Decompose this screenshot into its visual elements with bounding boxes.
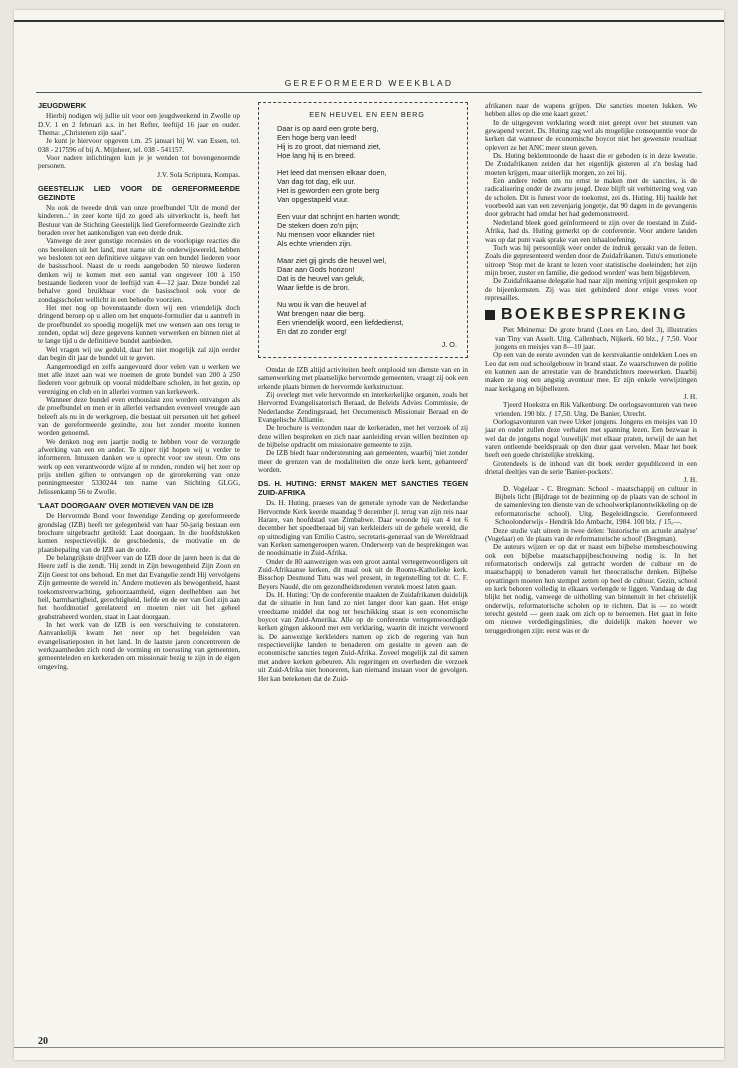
article-heading: DS. H. HUTING: ERNST MAKEN MET SANCTIES TEGEN ZUID-AFRIKA bbox=[258, 479, 468, 497]
article-paragraph: Het met nog op bovenstaande doen wij een vriendelijk doch dringend beroep op u allen om het enquete-formulier dat u aantreft in de proefbundel zo spoedig mogelijk met uw wensen aan ons terug te zenden, opdat wij deze gegevens kunnen verwerken en binnen niet al te lange tijd u de definitieve bundel aanbieden. bbox=[38, 304, 240, 346]
article-paragraph: Nu ook de tweede druk van onze proefbundel 'Uit de mond der kinderen...' in zeer korte tijd zo goed als uitverkocht is, heeft het Bestuur van de Stichting Geestelijk lied Gereformeerde Gezindte zich beraden over het aankondigen van een derde druk. bbox=[38, 203, 240, 237]
column-3-articles bbox=[485, 102, 697, 302]
article-paragraph: In het werk van de IZB is een verschuiving te constateren. Aanvankelijk kwam het neer op het begeleiden van evangelisatieposten in het land. In de laatste jaren concentreren de werkzaamheden zich rond de vorming en toerusting van gemeenten, gemeenteleden en kerkeraden om missionair bezig te zijn in de eigen omgeving. bbox=[38, 620, 240, 671]
article-paragraph: De brochure is verzonden naar de kerkeraden, met het verzoek of zij deze willen bespreken en zich naar aanleiding ervan willen bezinnen op de bijbelse opdracht om missionaire gemeente te zijn. bbox=[258, 424, 468, 450]
article-signature: J.V. Sola Scriptura, Kompas. bbox=[157, 170, 240, 179]
poem-title: EEN HEUVEL EN EEN BERG bbox=[309, 110, 425, 119]
review-paragraph: De auteurs wijzen er op dat er naast een bijbelse mensbeschouwing ook een bijbelse maatschappijbeschouwing nodig is. In het reformatorisch onderwijs zal getracht worden de cultuur en de maatschappij te benaderen vanuit het theocratische denken. Bijbelse opvattingen moeten hun stempel zetten op heel de cultuur. Gezin, school en kerk behoren volledig in elkaars verlengde te liggen. Vandaag de dag blijkt het nodig, vanwege de uitholling van binnenuit in het christelijk onderwijs, reformatorische scholen op te richten. Dat is — zo wordt terecht gesteld — geen zaak om zich op te beroemen. Het gaat in feite om nieuwe verdedigingslinies, die duidelijk maken hoever we teruggedrongen zijn: eerst was er de bbox=[485, 543, 697, 635]
poem-stanza bbox=[277, 168, 457, 204]
article-paragraph: De IZB biedt haar ondersteuning aan gemeenten, waarbij 'niet zonder meer de grenzen van de modaliteiten die onze kerk kent, gehanteerd' worden. bbox=[258, 449, 468, 475]
book-citation: Tjeerd Hoekstra en Rik Valkenburg: De oorlogsavonturen van twee vrienden. 190 blz. ƒ 17,50. Uitg. De Banier, Utrecht. bbox=[495, 401, 697, 418]
poem-line: Nu wou ik van die heuvel af bbox=[277, 300, 367, 309]
poem-line: Maar ziet gij ginds die heuvel wel, bbox=[277, 256, 387, 265]
top-border bbox=[14, 20, 724, 22]
poem-line: Als echte vrienden zijn. bbox=[277, 239, 353, 248]
poem-line: Een vuur dat schrijnt en harten wondt; bbox=[277, 212, 400, 221]
column-1 bbox=[38, 102, 240, 671]
article-paragraph: Nederland bleek goed geïnformeerd te zijn over de toestand in Zuid-Afrika, had ds. Huting gemerkt op de conferentie. Voor andere landen was op dat punt vaak sprake van een inhaaloefening. bbox=[485, 218, 697, 244]
page-header: GEREFORMEERD WEEKBLAD bbox=[284, 78, 454, 88]
article-paragraph: Hierbij nodigen wij jullie uit voor een jeugdweekend in Zwolle op D.V. 1 en 2 februari a.s. in het Refter, leeftijd 16 jaar en ouder. Thema: „Christenen zijn saai". bbox=[38, 112, 240, 138]
article-heading: 'LAAT DOORGAAN' OVER MOTIEVEN VAN DE IZB bbox=[38, 501, 214, 510]
article-paragraph: Aangemoedigd en zelfs aangevuurd door velen van u werken we met alle inzet aan wat we noemen de grote bundel van 200 à 250 liederen voor gebruik op vooral middelbare scholen, in het gezin, op vereniging en club en in allerlei vormen van kerkewerk. bbox=[38, 362, 240, 396]
poem-line: Het is geworden een grote berg bbox=[277, 186, 380, 195]
poem-stanza bbox=[277, 124, 457, 160]
review-signature: J. H. bbox=[683, 476, 697, 485]
poem-box bbox=[258, 102, 468, 358]
review-signature: J. H. bbox=[683, 393, 697, 401]
poem-line: De steken doen zo'n pijn; bbox=[277, 221, 359, 230]
poem-line: Van opgestapeld vuur. bbox=[277, 195, 350, 204]
article-paragraph: Vanwege de zeer gunstige recensies en de voorlopige reacties die ons bereikten uit het land, met name uit de onderwijswereld, hebben we besloten tot een definitieve uitgave van een bundel liederen voor de basisschool. Naast de u reeds aangeboden 50 nieuwe liederen denken wij te komen met een aantal van ongeveer 100 à 150 bestaande liederen voor de leeftijd van 4—12 jaar. Deze bundel zal behalve goed bruikbaar voor de basisschool ook voor de zondagsscholen wellicht in een behoefte voorzien. bbox=[38, 237, 240, 304]
article-paragraph: Voor nadere inlichtingen kun je je wenden tot bovengenoemde personen. bbox=[38, 154, 240, 171]
article-paragraph: Zij overlegt met vele hervormde en interkerkelijke organen, zoals het Hervormd Evangelisatorisch Beraad, de Beleids Advies Commissie, de Nederlandse Zendingsraad, het Oecumenisch Missionair Beraad en de Evangelische Alliantie. bbox=[258, 391, 468, 425]
book-reviews bbox=[485, 326, 697, 635]
poem-line: Wat brengen naar die berg. bbox=[277, 309, 366, 318]
article-paragraph: Wanneer deze bundel even enthousiast zou worden ontvangen als de proefbundel en men er in allerlei verbanden evenveel vreugde aan beleeft als nu in de werkgroep, die bestaat uit personen uit het geheel van de gereformeerde gezindte, zou het zonder moeite kunnen worden genoemd. bbox=[38, 395, 240, 438]
article-paragraph: De Hervormde Bond voor Inwendige Zending op gereformeerde grondslag (IZB) heeft ter gelegenheid van haar 50-jarig bestaan een brochure uitgebracht getiteld: Laat doorgaan. In die hoofdstukken komen respectievelijk de geschiedenis, de motivatie en de plaatsbepaling van de IZB aan de orde. bbox=[38, 512, 240, 554]
poem-stanza bbox=[277, 256, 457, 292]
column-2-articles bbox=[258, 366, 468, 683]
book-review-title: BOEKBESPREKING bbox=[501, 306, 689, 324]
article-paragraph: Ds. H. Huting, praeses van de generale synode van de Nederlandse Hervormde Kerk keerde maandag 9 december jl. terug van zijn reis naar Harare, van hoofdstad van Zimbabwe. Daar woonde hij van 4 tot 6 december het spoedberaad bij van kerkleiders uit de gehele wereld, die op uitnodiging van Emilio Castro, secretaris-generaal van de Wereldraad van Kerken samengeroepen waren. Onderwerp van de besprekingen was de noodsituatie in Zuid-Afrika. bbox=[258, 499, 468, 558]
poem-line: Hoe lang hij is en breed. bbox=[277, 151, 356, 160]
article-paragraph: De belangrijkste drijfveer van de IZB door de jaren heen is dat de Heere zelf is die zendt. 'Hij zendt in Zijn bewogenheid Zijn Zoon en Zijn Geest tot ons behoud. En met dat Evangelie zendt Hij vervolgens Zijn gemeente de wereld in.' Andere motieven als bewogenheid, haast toekomstverwachting, gehoorzaamheid, eigen deelhebben aan het heil, barmhartigheid, gerechtigheid, liefde en de eer van God zijn aan het hoofdmotief gerelateerd en moeten niet uit het geheel geabstraheerd worden, staat in Laat doorgaan. bbox=[38, 554, 240, 621]
article-heading: JEUGDWERK bbox=[38, 101, 87, 110]
review-paragraph: Oorlogsavonturen van twee Urker jongens. Jongens en meisjes van 10 jaar en ouder zullen deze verhalen met spanning lezen. Een bezwaar is wel dat de jongens nogal 'ouwelijk' met elkaar praten, terwijl de aan het varen ontleende beeldspraak op den duur gaat vervelen. Maar het boek heeft een goede christelijke strekking. bbox=[485, 418, 697, 460]
poem-line: Daar is op aard een grote berg, bbox=[277, 124, 379, 133]
article-paragraph: De Zuidafrikaanse delegatie had naar zijn mening vrijuit gesproken op de bijeenkomsten. Zij was niet gehinderd door enige vrees voor represailles. bbox=[485, 277, 697, 302]
poem-line: Daar aan Gods horizon! bbox=[277, 265, 355, 274]
article-paragraph: Omdat de IZB altijd activiteiten heeft ontplooid ten dienste van en in samenwerking met plaatselijke hervormde gemeenten, vraagt zij ook een erkende plaats binnen de hervormde kerkstructuur. bbox=[258, 366, 468, 391]
poem-line: Van dag tot dag, elk uur. bbox=[277, 177, 356, 186]
poem-line: En dat zo zonder erg! bbox=[277, 327, 347, 336]
poem-stanza bbox=[277, 300, 457, 336]
bottom-border bbox=[14, 1047, 724, 1048]
page-number: 20 bbox=[38, 1036, 48, 1047]
article-paragraph: Ds. H. Huting: 'Op de conferentie maakten de Zuidafrikanen duidelijk dat de situatie in hun land zo niet langer door kan gaan. Het enige vreedzame middel dat nog ter beschikking staat is een economische boycot van Zuid-Amerika. Alle op de conferentie vertegenwoordigde kerken gingen akkoord met een verklaring, waarin dit inzicht verwoord is. De aanwezige kerkleiders namen op zich de regering van hun respectievelijke landen te benaderen om gestalte te geven aan de economische sancties tegen Zuid-Afrika. Zoveel mogelijk zal dit samen met andere kerken gebeuren. Als regeringen en overheden die verzoek uit Zuid-Afrika niet honoreren, kan niemand instaan voor de gevolgen. Het kan betekenen dat de Zuid- bbox=[258, 591, 468, 683]
poem-line: Waar liefde is de bron. bbox=[277, 283, 350, 292]
review-paragraph: Grotendeels is de inhoud van dit boek eerder gepubliceerd in een drietal deeltjes van de serie 'Banier-pockets'. bbox=[485, 459, 697, 477]
poem-line: Een vriendelijk woord, een liefdedienst, bbox=[277, 318, 404, 327]
column-3 bbox=[485, 102, 697, 635]
poem-author: J. O. bbox=[441, 340, 457, 349]
article-paragraph: We denken nog een jaartje nodig te hebben voor de verzorgde afwerking van een en ander. Te zijner tijd hopen wij u verder te informeren. Intussen danken we u oprecht voor uw steun. Om ons werk op een verantwoorde wijze af te ronden, ronden wij het zeer op prijs stellen giften te ontvangen op de girorekening van onze penningmeester 5330244 ten name van Stichting GLGG, Jelissenkamp 56 te Zwolle. bbox=[38, 437, 240, 496]
square-bullet-icon bbox=[485, 310, 495, 320]
poem-line: Hij is zo groot, dat niemand ziet, bbox=[277, 142, 381, 151]
poem-line: Het leed dat mensen elkaar doen, bbox=[277, 168, 387, 177]
article-paragraph: Toch was hij persoonlijk weer onder de indruk geraakt van de feiten. Zoals die gepresenteerd werden door de Zuidafrikanen. Tutu's emotionele uitroep 'Stop met de krant te lezen voor statistische doeleinden; het zijn mijn broer, zuster en familie, die gedood worden' was hem bijgebleven. bbox=[485, 243, 697, 277]
poem-stanza bbox=[277, 212, 457, 248]
header-rule bbox=[36, 92, 702, 93]
poem-line: Nu mensen voor elkander niet bbox=[277, 230, 375, 239]
book-review-heading bbox=[485, 306, 697, 324]
poem-line: Een hoge berg van leed! bbox=[277, 133, 357, 142]
poem-line: Dat is de heuvel van geluk, bbox=[277, 274, 365, 283]
article-paragraph: Ds. Huting beklemtoonde de haast die er geboden is in deze kwestie. De Zuidafrikanen zeiden dat het eigenlijk gisteren al z'n beslag had moeten krijgen, maar uiterlijk morgen, zo zei hij. bbox=[485, 152, 697, 177]
article-paragraph: Wel vragen wij uw geduld, daar het niet mogelijk zal zijn eerder dan begin dit jaar de bundel uit te geven. bbox=[38, 345, 240, 363]
book-citation: Piet Meinema: De grote brand (Loes en Leo, deel 3), illustraties van Tiny van Asselt. Uitg. Callenbach, Nijkerk. 60 blz., ƒ 7,50. Voor jongens en meisjes van 8—10 jaar. bbox=[495, 326, 697, 351]
article-paragraph: Onder de 80 aanwezigen was een groot aantal vertegenwoordigers uit Zuid-Afrikaanse kerken, dit maal ook uit de Rooms-Katholieke kerk. Bisschop Desmond Tutu was wel present, in tegenstelling tot dr. C. F. Beyers Naudé, die om gezondheidsredenen verstek moest laten gaan. bbox=[258, 557, 468, 591]
review-paragraph: Op een van de eerste avonden van de kerstvakantie ontdekken Loes en Leo dat een oud schoolgebouw in brand staat. Ze waarschuwen de politie en kunnen aan de arrestatie van de brandstichters meewerken. Daarbij maken ze nog een angstig avontuur mee. Er zijn enkele verwijzingen naar kerkgang en bijbellezen. bbox=[485, 351, 697, 393]
article-paragraph: Een andere reden om nu ernst te maken met de sancties, is de radicalisering onder de zwarte jeugd. Deze blijft uit verbittering weg van de scholen. Dit is funest voor de toekomst, zei ds. Huting. Hij haalde het voorbeeld aan van een zevenjarig jongetje, dat 90 dagen in de gevangenis door gebracht had omdat het had gedemonstreerd. bbox=[485, 177, 697, 219]
article-paragraph: Je kunt je hiervoor opgeven t.m. 25 januari bij W. van Essen, tel. 038 - 217596 of bij A. Mijnheer, tel. 038 - 541157. bbox=[38, 137, 240, 154]
column-2 bbox=[258, 102, 468, 683]
article-paragraph: afrikanen naar de wapens grijpen. Die sancties moeten lukken. We hebben alles op die ene kaart gezet.' bbox=[485, 102, 697, 119]
article-paragraph: In de uitgegeven verklaring wordt niet gerept over het steunen van gewapend verzet. Ds. Huting zag wel als mogelijke consequentie voor de kerken dat wanneer de economische boycot niet het gewenste resultaat oplevert ze het ANC meer steun geven. bbox=[485, 118, 697, 152]
book-citation: D. Vogelaar - C. Bregman: School - maatschappij en cultuur in Bijbels licht (Bijdrage tot de bezinning op de plaats van de school in de samenleving ten dienste van de schoolwerkplanontwikkeling op de reformatorische school). Uitg. Begeleidingscie. Gereformeerd Schoolonderwijs - Hendrik Ido Ambacht, 1984. 100 blz. ƒ 15,—. bbox=[495, 484, 697, 527]
article-heading: GEESTELIJK LIED VOOR DE GEREFORMEERDE GEZINDTE bbox=[38, 184, 240, 202]
newspaper-page bbox=[14, 10, 724, 1060]
review-paragraph: Deze studie valt uiteen in twee delen: 'historische en actuele analyse' (Vogelaar) en 'de plaats van de reformatorische school' (Bregman). bbox=[485, 526, 697, 543]
